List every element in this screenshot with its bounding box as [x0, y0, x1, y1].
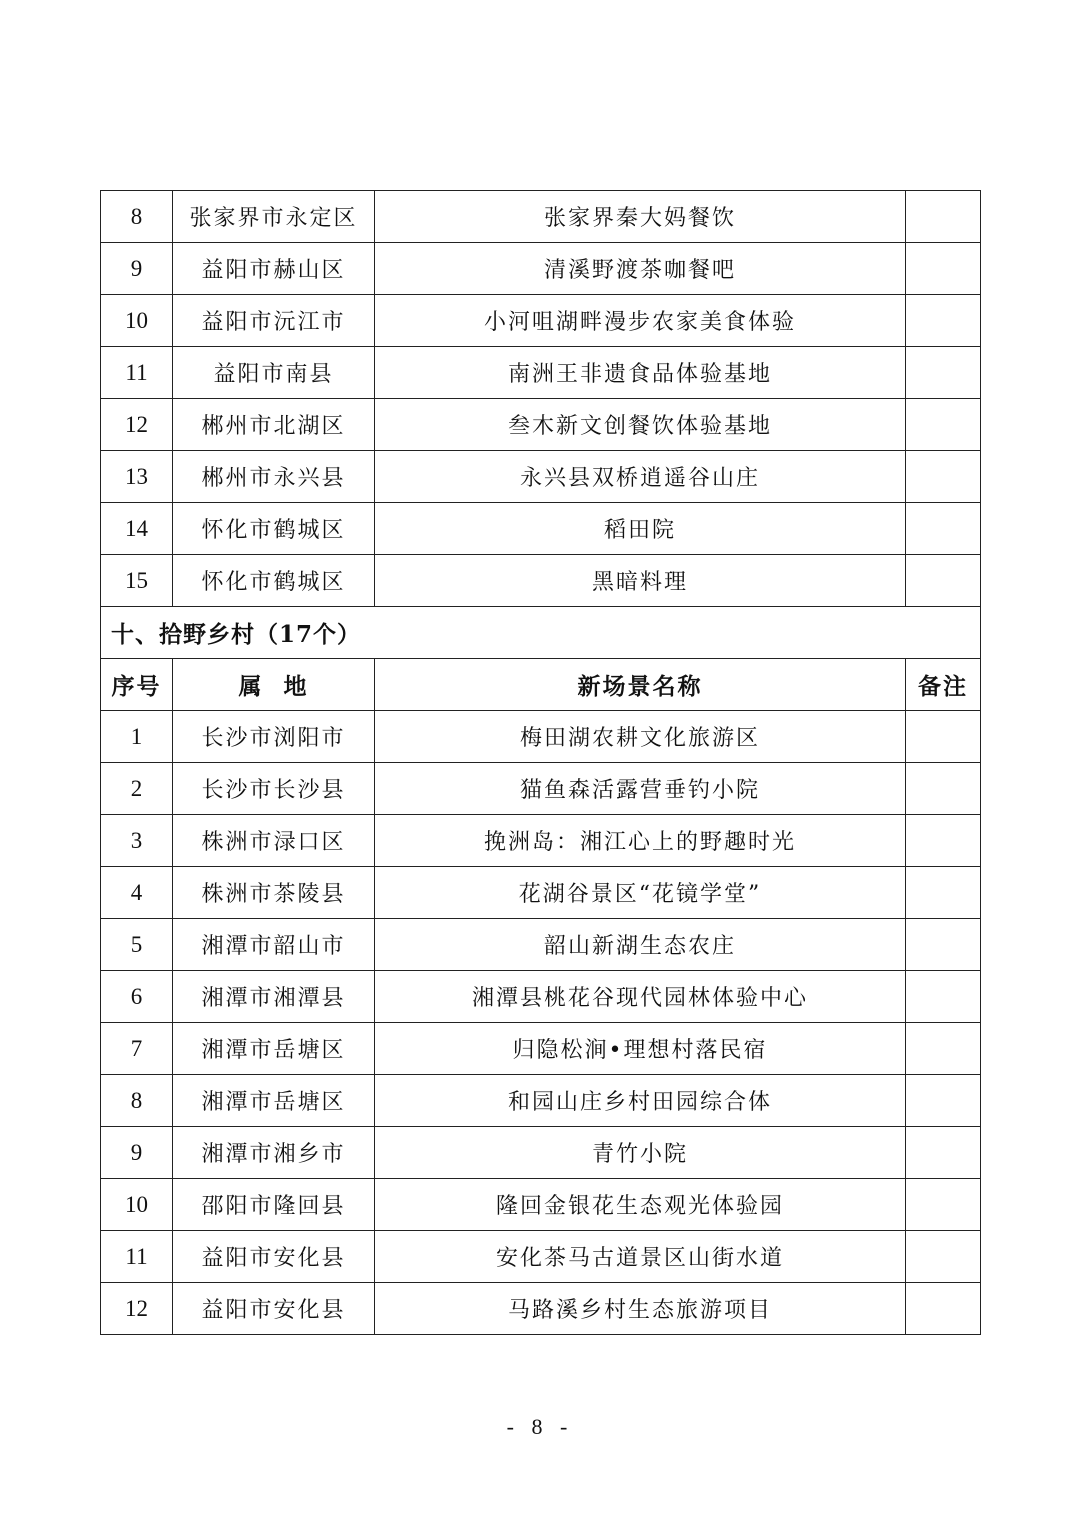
row-number: 9 — [101, 243, 173, 295]
row-scene-name: 永兴县双桥逍遥谷山庄 — [375, 451, 906, 503]
row-scene-name: 猫鱼森活露营垂钓小院 — [375, 763, 906, 815]
row-number: 4 — [101, 867, 173, 919]
header-remark: 备注 — [906, 659, 981, 711]
row-remark — [906, 295, 981, 347]
row-location: 郴州市北湖区 — [173, 399, 375, 451]
table-row — [101, 867, 981, 919]
table-row — [101, 1283, 981, 1335]
table-body-section-header — [101, 607, 981, 711]
row-number: 2 — [101, 763, 173, 815]
row-location: 怀化市鹤城区 — [173, 555, 375, 607]
row-number: 8 — [101, 191, 173, 243]
row-scene-name: 叁木新文创餐饮体验基地 — [375, 399, 906, 451]
table-row — [101, 1231, 981, 1283]
table-row — [101, 243, 981, 295]
row-number: 13 — [101, 451, 173, 503]
row-remark — [906, 243, 981, 295]
row-scene-name: 黑暗料理 — [375, 555, 906, 607]
table-row — [101, 1075, 981, 1127]
row-remark — [906, 1023, 981, 1075]
row-location: 株洲市茶陵县 — [173, 867, 375, 919]
row-location: 湘潭市岳塘区 — [173, 1075, 375, 1127]
row-scene-name: 韶山新湖生态农庄 — [375, 919, 906, 971]
row-location: 怀化市鹤城区 — [173, 503, 375, 555]
table-row — [101, 347, 981, 399]
row-scene-name: 湘潭县桃花谷现代园林体验中心 — [375, 971, 906, 1023]
row-number: 12 — [101, 399, 173, 451]
row-number: 12 — [101, 1283, 173, 1335]
row-scene-name: 马路溪乡村生态旅游项目 — [375, 1283, 906, 1335]
row-remark — [906, 399, 981, 451]
row-remark — [906, 1075, 981, 1127]
row-remark — [906, 191, 981, 243]
header-no: 序号 — [101, 659, 173, 711]
row-scene-name: 花湖谷景区“花镜学堂” — [375, 867, 906, 919]
row-remark — [906, 555, 981, 607]
row-scene-name: 隆回金银花生态观光体验园 — [375, 1179, 906, 1231]
row-location: 益阳市沅江市 — [173, 295, 375, 347]
table-header-row — [101, 659, 981, 711]
row-number: 7 — [101, 1023, 173, 1075]
table-body-section-ten — [101, 711, 981, 1335]
table-row — [101, 1179, 981, 1231]
section-title: 十、拾野乡村（17个） — [101, 607, 981, 659]
row-location: 益阳市安化县 — [173, 1231, 375, 1283]
table-row — [101, 295, 981, 347]
table-row — [101, 1127, 981, 1179]
row-remark — [906, 763, 981, 815]
row-scene-name: 清溪野渡茶咖餐吧 — [375, 243, 906, 295]
table-row — [101, 451, 981, 503]
row-number: 10 — [101, 1179, 173, 1231]
row-location: 益阳市安化县 — [173, 1283, 375, 1335]
row-location: 长沙市长沙县 — [173, 763, 375, 815]
row-number: 9 — [101, 1127, 173, 1179]
row-scene-name: 南洲王非遗食品体验基地 — [375, 347, 906, 399]
row-location: 郴州市永兴县 — [173, 451, 375, 503]
row-remark — [906, 867, 981, 919]
row-number: 8 — [101, 1075, 173, 1127]
header-scene-name: 新场景名称 — [375, 659, 906, 711]
row-location: 益阳市赫山区 — [173, 243, 375, 295]
row-number: 3 — [101, 815, 173, 867]
row-scene-name: 梅田湖农耕文化旅游区 — [375, 711, 906, 763]
row-scene-name: 张家界秦大妈餐饮 — [375, 191, 906, 243]
row-scene-name: 稻田院 — [375, 503, 906, 555]
row-location: 湘潭市韶山市 — [173, 919, 375, 971]
table-row — [101, 919, 981, 971]
row-number: 14 — [101, 503, 173, 555]
row-scene-name: 青竹小院 — [375, 1127, 906, 1179]
row-remark — [906, 1179, 981, 1231]
row-remark — [906, 1231, 981, 1283]
scene-table — [100, 190, 981, 1335]
row-remark — [906, 971, 981, 1023]
table-row — [101, 971, 981, 1023]
row-scene-name: 小河咀湖畔漫步农家美食体验 — [375, 295, 906, 347]
row-location: 湘潭市湘潭县 — [173, 971, 375, 1023]
table-row — [101, 815, 981, 867]
row-location: 湘潭市湘乡市 — [173, 1127, 375, 1179]
row-remark — [906, 503, 981, 555]
table-row — [101, 1023, 981, 1075]
row-remark — [906, 815, 981, 867]
row-remark — [906, 451, 981, 503]
row-remark — [906, 1127, 981, 1179]
section-row — [101, 607, 981, 659]
table-row — [101, 399, 981, 451]
row-location: 株洲市渌口区 — [173, 815, 375, 867]
row-location: 湘潭市岳塘区 — [173, 1023, 375, 1075]
table-row — [101, 191, 981, 243]
row-location: 邵阳市隆回县 — [173, 1179, 375, 1231]
table-body-previous-section — [101, 191, 981, 607]
row-number: 6 — [101, 971, 173, 1023]
row-scene-name: 归隐松涧•理想村落民宿 — [375, 1023, 906, 1075]
row-number: 11 — [101, 347, 173, 399]
row-number: 10 — [101, 295, 173, 347]
row-number: 11 — [101, 1231, 173, 1283]
row-remark — [906, 347, 981, 399]
row-location: 益阳市南县 — [173, 347, 375, 399]
row-remark — [906, 919, 981, 971]
row-number: 1 — [101, 711, 173, 763]
table-row — [101, 503, 981, 555]
row-scene-name: 安化茶马古道景区山街水道 — [375, 1231, 906, 1283]
row-number: 15 — [101, 555, 173, 607]
row-location: 张家界市永定区 — [173, 191, 375, 243]
table-row — [101, 555, 981, 607]
table-row — [101, 711, 981, 763]
row-location: 长沙市浏阳市 — [173, 711, 375, 763]
row-remark — [906, 711, 981, 763]
row-remark — [906, 1283, 981, 1335]
row-number: 5 — [101, 919, 173, 971]
row-scene-name: 和园山庄乡村田园综合体 — [375, 1075, 906, 1127]
header-location: 属 地 — [173, 659, 375, 711]
page-number: - 8 - — [506, 1414, 574, 1439]
row-scene-name: 挽洲岛：湘江心上的野趣时光 — [375, 815, 906, 867]
table-row — [101, 763, 981, 815]
